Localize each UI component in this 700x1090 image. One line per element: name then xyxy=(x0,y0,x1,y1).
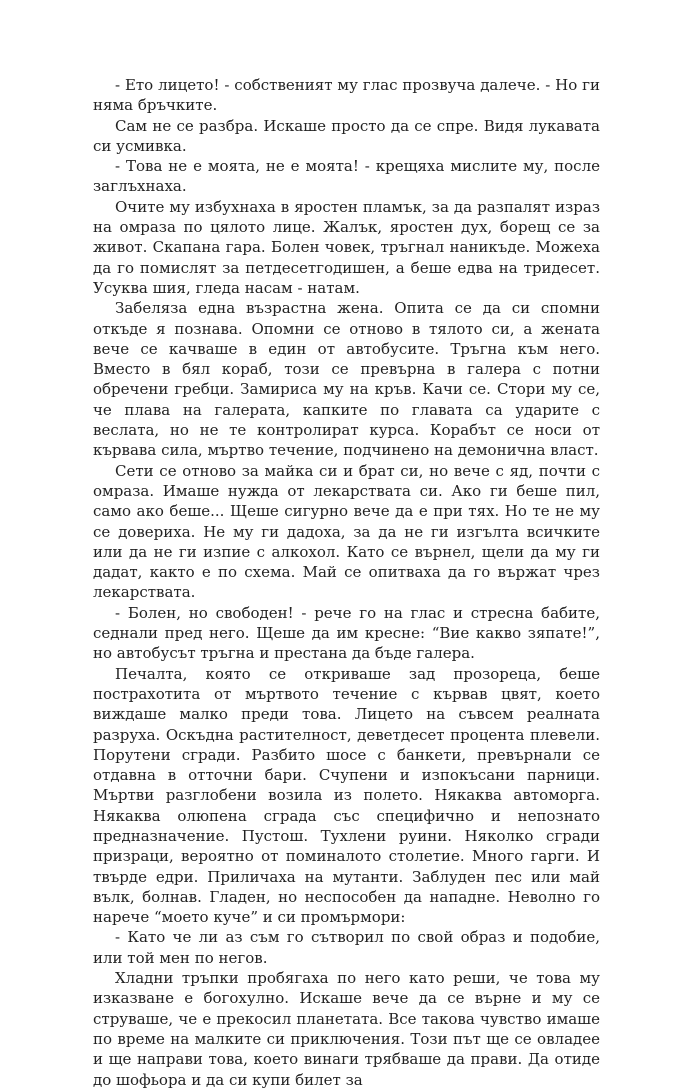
paragraph: - Като че ли аз съм го сътворил по свой образ и подобие, или той мен по негов. xyxy=(93,928,600,967)
paragraph: Сети се отново за майка си и брат си, но вече с яд, почти с омраза. Имаше нужда от лекарствата си. Ако ги беше пил, само ако беше... Щеше сигурно вече да е при тях. Но те не му се довериха. Не му ги дадоха, за да не ги изгълта всичките или да не ги изпие с алкохол. Като се върнел, щели да му ги дадат, както е по схема. Май се опитваха да го вържат чрез лекарствата. xyxy=(93,461,600,602)
paragraph: Хладни тръпки пробягаха по него като реши, че това му изказване е богохулно. Искаше вече да се върне и му се струваше, че е прекосил планетата. Все такова чувство имаше по време на малките си приключения. Този път ще се овладее и ще направи това, което винаги трябваше да прави. Да отиде до шофьора и да си купи билет за xyxy=(93,969,600,1089)
paragraph: Очите му избухнаха в яростен пламък, за да разпалят израз на омраза по цялото лице. Жалък, яростен дух, борещ се за живот. Скапана гара. Болен човек, тръгнал наникъде. Можеха да го помислят за петдесетгодишен, а беше едва на тридесет. Усуква шия, гледа насам - натам. xyxy=(93,197,600,297)
paragraph: - Ето лицето! - собственият му глас прозвуча далече. - Но ги няма бръчките. xyxy=(93,76,600,115)
paragraph: Печалта, която се откриваше зад прозореца, беше пострахотита от мъртвото течение с кървав цвят, което виждаше малко преди това. Лицето на съвсем реалната разруха. Оскъдна растителност, деветдесет процента плевели. Порутени сгради. Разбито шосе с банкети, превърнали се отдавна в отточни бари. Счупени и изпокъсани парници. Мъртви разглобени возила из полето. Някаква автоморга. Някаква олюпена сграда със специфично и непознато предназначение. Пустош. Тухлени руини. Няколко сгради призраци, вероятно от поминалото столетие. Много гарги. И твърде едри. Приличаха на мутанти. Заблуден пес или май вълк, болнав. Гладен, но неспособен да нападне. Неволно го нарече “моето куче” и си промърмори: xyxy=(93,664,600,927)
paragraph: - Това не е моята, не е моята! - крещяха мислите му, после заглъхнаха. xyxy=(93,157,600,196)
paragraph: Сам не се разбра. Искаше просто да се спре. Видя лукавата си усмивка. xyxy=(93,116,600,155)
paragraph: - Болен, но свободен! - рече го на глас и стресна бабите, седнали пред него. Щеше да им кресне: “Вие какво зяпате!”, но автобусът тръгна и престана да бъде галера. xyxy=(93,603,600,663)
paragraph: Забеляза една възрастна жена. Опита се да си спомни откъде я познава. Опомни се отново в тялото си, а жената вече се качваше в един от автобусите. Тръгна към него. Вместо в бял кораб, този се превърна в галера с потни обречени гребци. Замириса му на кръв. Качи се. Стори му се, че плава на галерата, капките по главата са ударите с веслата, но не те контролират курса. Корабът се носи от кървава сила, мъртво течение, подчинено на демонична власт. xyxy=(93,299,600,460)
document-page xyxy=(93,75,600,1090)
